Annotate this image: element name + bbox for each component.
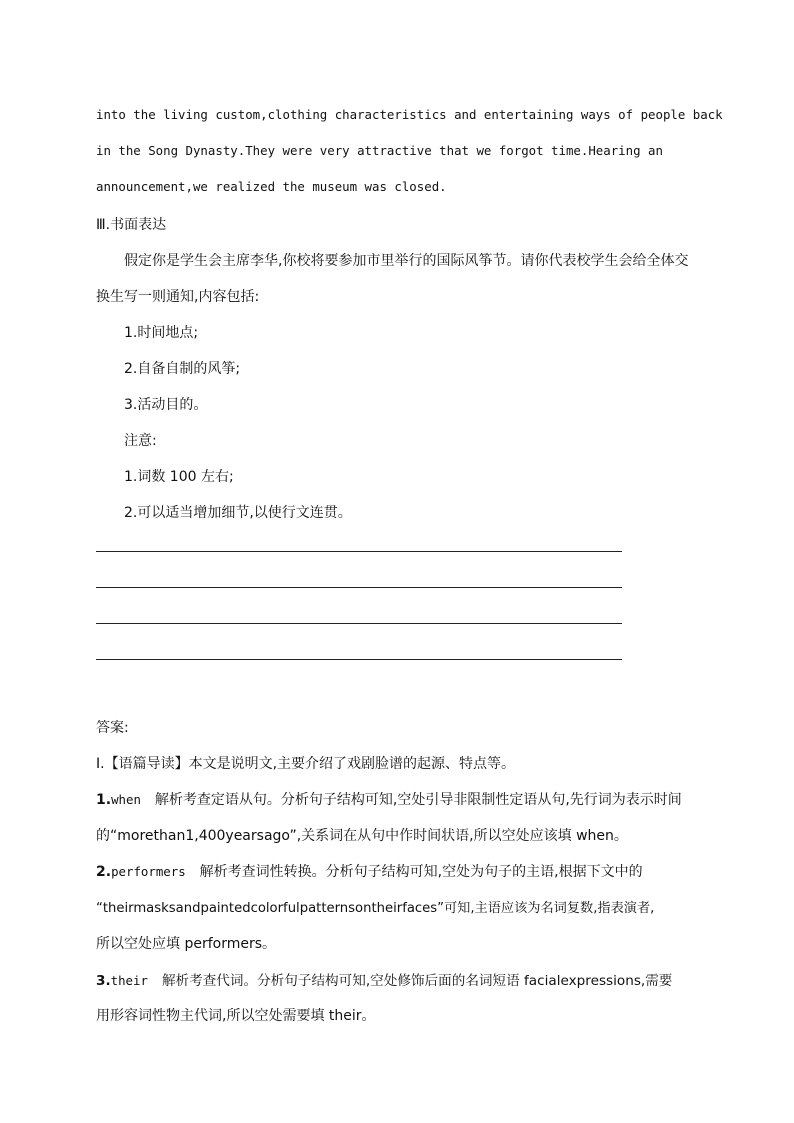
passage-line-3: announcement,we realized the museum was closed. [96,179,447,194]
section-1-label: Ⅰ.【语篇导读】 [96,756,189,772]
answer-1-line-1 [96,789,682,809]
note-title: 注意: [124,433,157,449]
writing-heading: Ⅲ.书面表达 [96,217,167,233]
answer-line-3 [96,623,622,624]
answer-2-line-1 [96,861,643,881]
answer-line-1 [96,551,622,552]
answer-2-word: performers [111,864,186,879]
answer-1-word: when [111,792,141,807]
note-1: 1.词数 100 左右; [124,469,234,485]
writing-item-3: 3.活动目的。 [124,397,208,413]
answer-2-line-3: 所以空处应填 performers。 [96,936,277,952]
writing-prompt-line-1: 假定你是学生会主席李华,你校将要参加市里举行的国际风筝节。请你代表校学生会给全体交 [124,253,689,269]
answer-1-explanation-1: 解析考查定语从句。分析句子结构可知,空处引导非限制性定语从句,先行词为表示时间 [154,792,682,808]
answer-3-line-2: 用形容词性物主代词,所以空处需要填 their。 [96,1008,376,1024]
passage-line-1: into the living custom,clothing characteristics and entertaining ways of people back [96,107,723,122]
writing-item-2: 2.自备自制的风筝; [124,361,241,377]
answer-line-2 [96,587,622,588]
answers-title: 答案: [96,720,129,736]
section-1-text: 本文是说明文,主要介绍了戏剧脸谱的起源、特点等。 [188,756,516,772]
answer-3-explanation-1: 解析考查代词。分析句子结构可知,空处修饰后面的名词短语 facialexpressions,需要 [161,973,673,989]
section-1-intro [96,753,515,773]
answer-1-line-2: 的“morethan1,400yearsago”,关系词在从句中作时间状语,所以空处应该填 when。 [96,828,628,844]
answer-1-number: 1. [96,792,112,808]
answer-3-line-1 [96,969,672,989]
writing-prompt-line-2: 换生写一则通知,内容包括: [96,289,260,305]
passage-line-2: in the Song Dynasty.They were very attractive that we forgot time.Hearing an [96,143,663,158]
writing-item-1: 1.时间地点; [124,325,199,341]
answer-2-number: 2. [96,864,112,880]
answer-3-word: their [110,973,148,988]
answer-line-4 [96,659,622,660]
answer-2-line-2: “theirmasksandpaintedcolorfulpatternsontheirfaces”可知,主语应该为名词复数,指表演者, [96,901,655,916]
note-2: 2.可以适当增加细节,以使行文连贯。 [124,505,352,521]
answer-3-number: 3. [96,973,111,989]
answer-2-explanation-1: 解析考查词性转换。分析句子结构可知,空处为句子的主语,根据下文中的 [199,864,643,880]
